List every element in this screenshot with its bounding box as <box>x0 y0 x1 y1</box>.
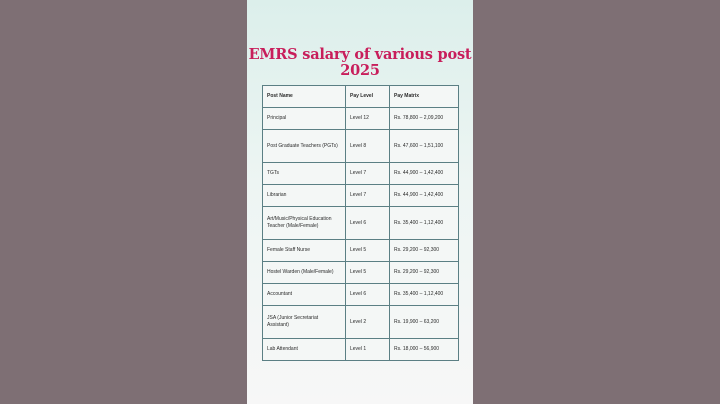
page-title: EMRS salary of various post 2025 <box>248 46 472 79</box>
pay-level-cell: Level 1 <box>346 339 390 361</box>
pay-matrix-cell: Rs. 78,800 – 2,09,200 <box>390 108 459 130</box>
pay-matrix-cell: Rs. 18,000 – 56,900 <box>390 339 459 361</box>
pay-level-cell: Level 5 <box>346 262 390 284</box>
header-pay-level: Pay Level <box>346 86 390 108</box>
post-name-cell: TGTs <box>263 163 346 185</box>
pay-matrix-cell: Rs. 44,900 – 1,42,400 <box>390 163 459 185</box>
salary-table <box>262 85 459 361</box>
pay-level-cell: Level 6 <box>346 284 390 306</box>
table-row <box>263 240 459 262</box>
pay-matrix-cell: Rs. 44,900 – 1,42,400 <box>390 185 459 207</box>
table-row <box>263 185 459 207</box>
pay-matrix-cell: Rs. 29,200 – 92,300 <box>390 262 459 284</box>
post-name-cell: Principal <box>263 108 346 130</box>
post-name-cell: Art/Music/Physical Education Teacher (Male/Female) <box>263 207 346 240</box>
post-name-cell: Hostel Warden (Male/Female) <box>263 262 346 284</box>
table-row <box>263 284 459 306</box>
pay-matrix-cell: Rs. 19,900 – 63,200 <box>390 306 459 339</box>
post-name-cell: Post Graduate Teachers (PGTs) <box>263 130 346 163</box>
pay-matrix-cell: Rs. 47,600 – 1,51,100 <box>390 130 459 163</box>
pay-level-cell: Level 12 <box>346 108 390 130</box>
pay-level-cell: Level 8 <box>346 130 390 163</box>
pay-matrix-cell: Rs. 35,400 – 1,12,400 <box>390 284 459 306</box>
post-name-cell: Female Staff Nurse <box>263 240 346 262</box>
header-post-name: Post Name <box>263 86 346 108</box>
content-panel <box>247 0 473 404</box>
table-row <box>263 207 459 240</box>
post-name-cell: Accountant <box>263 284 346 306</box>
table-row <box>263 108 459 130</box>
table-row <box>263 262 459 284</box>
table-header-row <box>263 86 459 108</box>
pay-level-cell: Level 6 <box>346 207 390 240</box>
pay-level-cell: Level 5 <box>346 240 390 262</box>
table-row <box>263 339 459 361</box>
table-row <box>263 306 459 339</box>
header-pay-matrix: Pay Matrix <box>390 86 459 108</box>
pay-matrix-cell: Rs. 29,200 – 92,300 <box>390 240 459 262</box>
table-row <box>263 163 459 185</box>
pay-matrix-cell: Rs. 35,400 – 1,12,400 <box>390 207 459 240</box>
pay-level-cell: Level 7 <box>346 163 390 185</box>
post-name-cell: Librarian <box>263 185 346 207</box>
post-name-cell: JSA (Junior Secretariat Assistant) <box>263 306 346 339</box>
pay-level-cell: Level 7 <box>346 185 390 207</box>
pay-level-cell: Level 2 <box>346 306 390 339</box>
table-row <box>263 130 459 163</box>
post-name-cell: Lab Attendant <box>263 339 346 361</box>
